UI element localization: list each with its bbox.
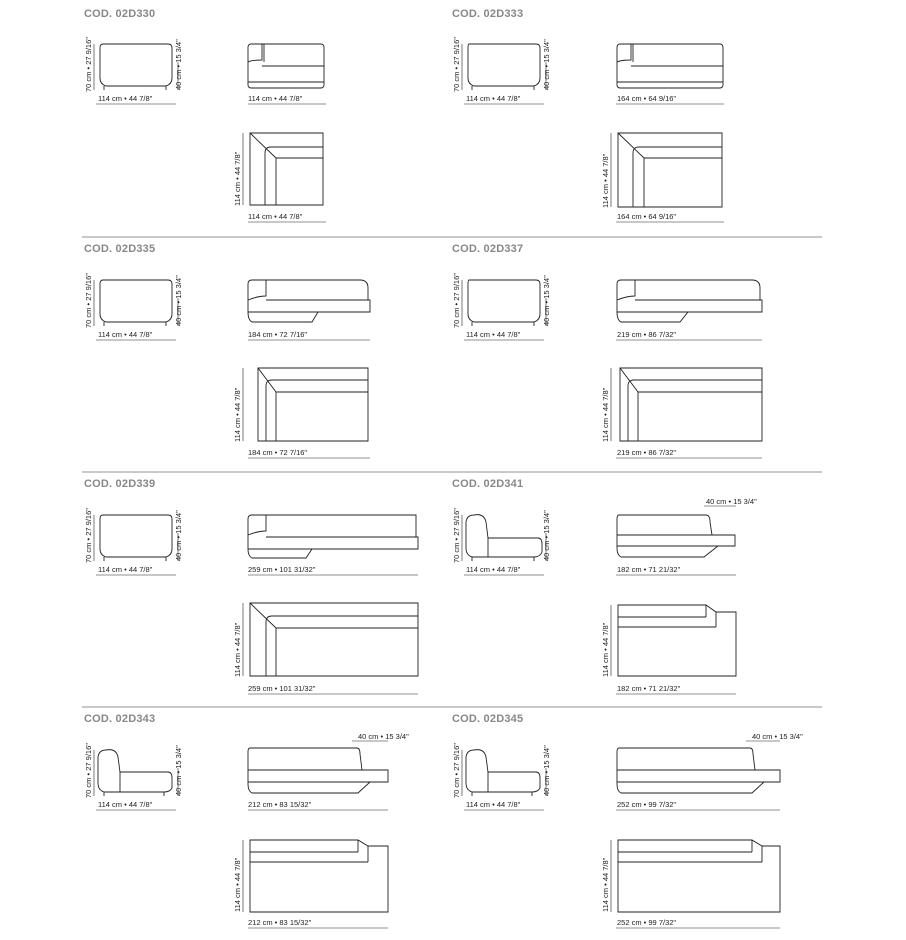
dim-section-width: 114 cm • 44 7/8" — [98, 330, 153, 339]
plan-view-02D341 — [611, 605, 736, 694]
dim-plan-width: 259 cm • 101 31/32" — [248, 684, 316, 693]
dim-section-height: 70 cm • 27 9/16" — [84, 508, 93, 563]
dim-section-seat: 40 cm • 15 3/4" — [174, 510, 183, 561]
product-code: COD. 02D337 — [452, 243, 524, 255]
plan-view-02D335 — [243, 368, 370, 458]
dim-section-width: 114 cm • 44 7/8" — [98, 94, 153, 103]
dim-section-width: 114 cm • 44 7/8" — [466, 94, 521, 103]
product-code: COD. 02D335 — [84, 243, 156, 255]
product-code: COD. 02D339 — [84, 478, 156, 490]
dim-section-width: 114 cm • 44 7/8" — [98, 565, 153, 574]
dim-plan-width: 182 cm • 71 21/32" — [617, 684, 681, 693]
product-code: COD. 02D343 — [84, 713, 156, 725]
plan-view-02D345 — [611, 840, 780, 928]
dim-plan-width: 184 cm • 72 7/16" — [248, 448, 308, 457]
dim-section-seat: 40 cm • 15 3/4" — [174, 275, 183, 326]
dim-front-width: 184 cm • 72 7/16" — [248, 330, 308, 339]
dim-section-width: 114 cm • 44 7/8" — [98, 800, 153, 809]
dim-section-height: 70 cm • 27 9/16" — [84, 37, 93, 92]
plan-view-02D343 — [243, 840, 388, 928]
dim-front-width: 164 cm • 64 9/16" — [617, 94, 677, 103]
dim-plan-depth: 114 cm • 44 7/8" — [601, 622, 610, 677]
dim-plan-depth: 114 cm • 44 7/8" — [233, 151, 242, 206]
dim-section-seat: 40 cm • 15 3/4" — [174, 39, 183, 90]
product-code: COD. 02D341 — [452, 478, 524, 490]
row-separator — [82, 471, 822, 473]
dim-plan-depth: 114 cm • 44 7/8" — [601, 153, 610, 208]
dim-section-width: 114 cm • 44 7/8" — [466, 330, 521, 339]
dim-plan-depth: 114 cm • 44 7/8" — [601, 857, 610, 912]
dim-section-width: 114 cm • 44 7/8" — [466, 565, 521, 574]
dim-front-width: 252 cm • 99 7/32" — [617, 800, 677, 809]
dim-section-height: 70 cm • 27 9/16" — [452, 743, 461, 798]
dim-plan-width: 219 cm • 86 7/32" — [617, 448, 677, 457]
plan-view-02D337 — [611, 368, 762, 458]
dim-plan-depth: 114 cm • 44 7/8" — [233, 622, 242, 677]
dim-plan-width: 212 cm • 83 15/32" — [248, 918, 312, 927]
dim-section-height: 70 cm • 27 9/16" — [452, 37, 461, 92]
dim-front-top: 40 cm • 15 3/4" — [706, 497, 757, 506]
dim-section-height: 70 cm • 27 9/16" — [84, 743, 93, 798]
dim-section-seat: 40 cm • 15 3/4" — [542, 510, 551, 561]
plan-view-02D330 — [243, 133, 326, 222]
dim-section-height: 70 cm • 27 9/16" — [452, 508, 461, 563]
dim-plan-width: 252 cm • 99 7/32" — [617, 918, 677, 927]
dim-front-width: 114 cm • 44 7/8" — [248, 94, 303, 103]
dim-front-width: 212 cm • 83 15/32" — [248, 800, 312, 809]
plan-view-02D339 — [243, 603, 418, 694]
row-separator — [82, 236, 822, 238]
dim-front-width: 182 cm • 71 21/32" — [617, 565, 681, 574]
dim-front-width: 219 cm • 86 7/32" — [617, 330, 677, 339]
dim-section-seat: 40 cm • 15 3/4" — [542, 745, 551, 796]
dim-plan-depth: 114 cm • 44 7/8" — [233, 387, 242, 442]
dim-plan-width: 164 cm • 64 9/16" — [617, 212, 677, 221]
product-code: COD. 02D333 — [452, 8, 524, 20]
dim-front-width: 259 cm • 101 31/32" — [248, 565, 316, 574]
dim-section-seat: 40 cm • 15 3/4" — [174, 745, 183, 796]
plan-view-02D333 — [611, 133, 724, 222]
dim-section-height: 70 cm • 27 9/16" — [84, 273, 93, 328]
dim-front-top: 40 cm • 15 3/4" — [358, 732, 409, 741]
dim-section-seat: 40 cm • 15 3/4" — [542, 275, 551, 326]
dim-section-width: 114 cm • 44 7/8" — [466, 800, 521, 809]
dim-plan-width: 114 cm • 44 7/8" — [248, 212, 303, 221]
row-separator — [82, 706, 822, 708]
dim-section-height: 70 cm • 27 9/16" — [452, 273, 461, 328]
product-code: COD. 02D330 — [84, 8, 156, 20]
dim-front-top: 40 cm • 15 3/4" — [752, 732, 803, 741]
product-code: COD. 02D345 — [452, 713, 524, 725]
dim-plan-depth: 114 cm • 44 7/8" — [233, 857, 242, 912]
dim-section-seat: 40 cm • 15 3/4" — [542, 39, 551, 90]
dim-plan-depth: 114 cm • 44 7/8" — [601, 387, 610, 442]
